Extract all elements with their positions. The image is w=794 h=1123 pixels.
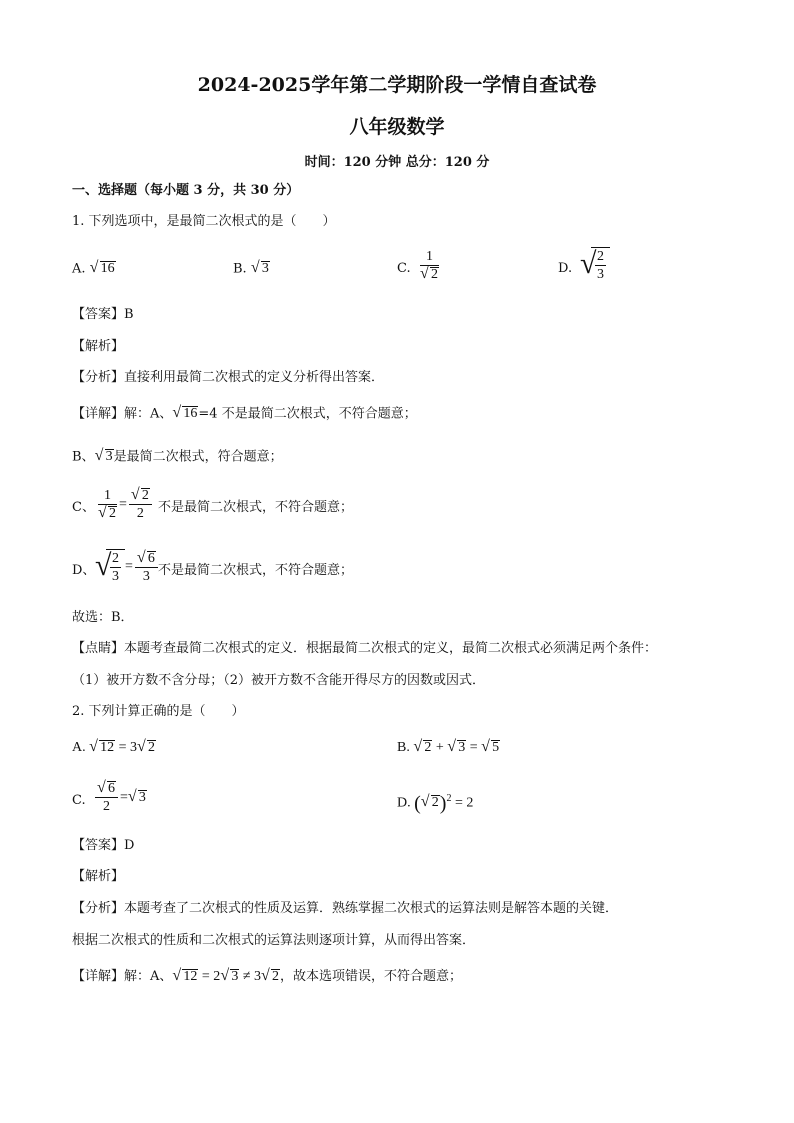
q1-tip-2: （1）被开方数不含分母；（2）被开方数不含能开得尽方的因数或因式． [72, 673, 486, 688]
q1-detail-a: 【详解】解：A、 √ 16=4 不是最简二次根式，不符合题意； [72, 404, 417, 422]
q1-detail-d: D、 [72, 563, 96, 578]
q2-option-a: A. √ 12 = 3 √ 2 [72, 738, 156, 756]
q2-detail-a: 【详解】解：A、 √ 12 = 2 √ 3 ≠ 3 √ 2，故本选项错误，不符合题意； [72, 967, 463, 985]
q1-option-b [233, 261, 270, 278]
q1-detail-d-text: 不是最简二次根式，不符合题意； [158, 563, 354, 578]
q1-detail-d-math: √ $\frac{2}{3}$ = √ 6 3 [95, 549, 160, 585]
q2-option-c: C. [72, 793, 86, 808]
q1-choose: 故选：B． [72, 610, 134, 625]
q1-detail-b: B、 √ 3是最简二次根式，符合题意； [72, 447, 283, 465]
page-subtitle: 八年级数学 [349, 116, 445, 138]
q1-option-c-fraction: 1 √ 2 [420, 249, 438, 283]
option-label: D. [558, 261, 573, 276]
option-label: B. [233, 261, 247, 277]
question-2-stem: 2. 下列计算正确的是（ ） [72, 704, 245, 719]
radical: √ 16 [89, 259, 115, 276]
page-title: 2024-2025学年第二学期阶段一学情自查试卷 [197, 74, 597, 96]
q2-option-c-math: √ 6 2 = √ 3 [97, 779, 146, 815]
q1-detail-c-math: 1 √ 2 = √ 2 2 [96, 487, 154, 522]
q2-option-b: B. √ 2 + √ 3 = √ 5 [397, 738, 500, 756]
q1-jiexi: 【解析】 [72, 339, 125, 354]
section-heading: 一、选择题（每小题 3 分，共 30 分） [72, 183, 300, 198]
q2-answer: 【答案】D [72, 838, 135, 853]
q2-option-d: D. ( √ 2)$^2$ = 2 [397, 792, 474, 815]
q1-answer: 【答案】B [72, 307, 134, 322]
q1-tip: 【点睛】本题考查最简二次根式的定义．根据最简二次根式的定义，最简二次根式必须满足两个条件： [72, 641, 658, 656]
radical: √ 3 [250, 259, 269, 276]
q1-option-a [72, 261, 116, 278]
question-1-stem: 1. 下列选项中，是最简二次根式的是（ ） [72, 214, 336, 229]
q2-jiexi: 【解析】 [72, 869, 125, 884]
q2-analysis: 【分析】本题考查了二次根式的性质及运算．熟练掌握二次根式的运算法则是解答本题的关键． [72, 901, 619, 916]
option-label: A. [72, 261, 86, 277]
exam-meta: 时间：120 分钟 总分：120 分 [304, 155, 490, 170]
option-label: C. [397, 261, 411, 276]
q1-option-c [397, 261, 411, 277]
q1-analysis: 【分析】直接利用最简二次根式的定义分析得出答案． [72, 370, 385, 385]
q1-detail-c: C、 [72, 500, 95, 515]
q1-option-d [558, 261, 572, 277]
q1-detail-c-text: 不是最简二次根式，不符合题意； [158, 500, 354, 515]
q2-analysis-2: 根据二次根式的性质和二次根式的运算法则逐项计算，从而得出答案． [72, 933, 476, 948]
q1-option-d-radical: √ $\frac{2}{3}$ [580, 247, 610, 283]
